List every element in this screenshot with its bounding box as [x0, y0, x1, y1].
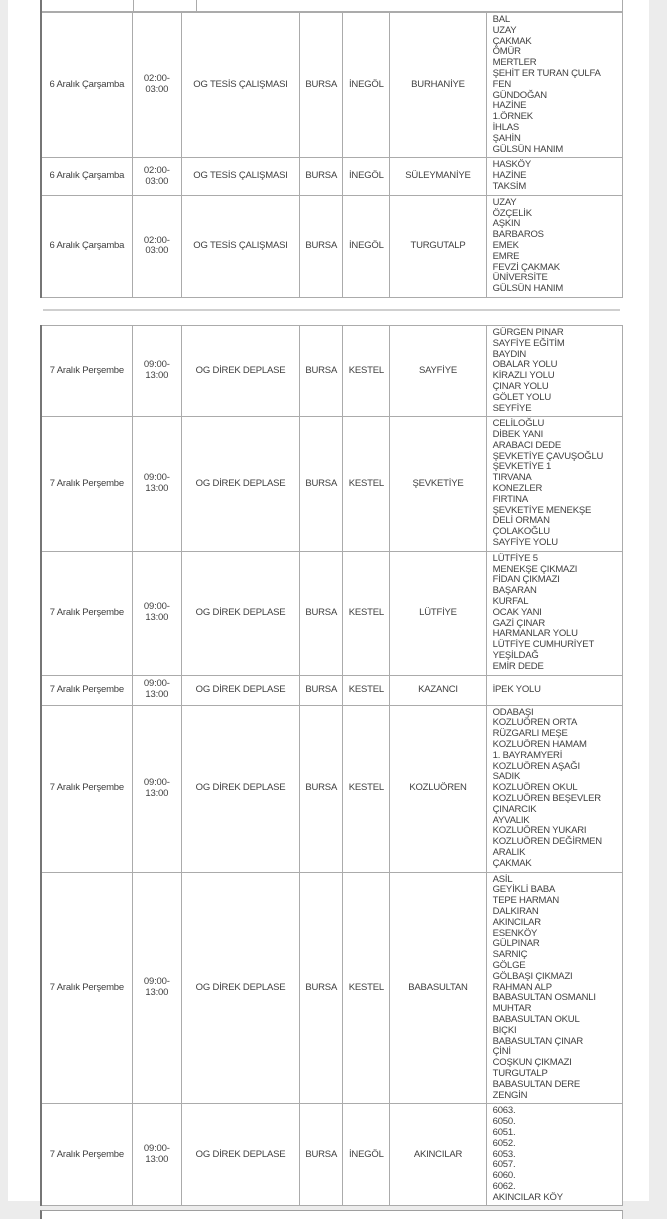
- cell-district: KESTEL: [343, 417, 390, 552]
- area-line: KİRAZLI YOLU: [492, 370, 555, 382]
- area-line: 6050.: [492, 1116, 516, 1128]
- cell-neighborhood: SÜLEYMANİYE: [390, 158, 486, 195]
- outage-row: [41, 13, 623, 158]
- area-line: AKINCILAR KÖY: [492, 1191, 563, 1203]
- area-line: CELİLOĞLU: [492, 418, 545, 430]
- cell-work: OG DİREK DEPLASE: [181, 675, 299, 705]
- area-line: DELİ ORMAN: [492, 515, 550, 527]
- area-line: ZENGİN: [492, 1089, 528, 1101]
- area-line: 6063.: [492, 1105, 516, 1117]
- area-line: ODABAŞI: [492, 706, 534, 718]
- area-line: BABASULTAN OSMANLI: [492, 992, 596, 1004]
- outage-row: [41, 325, 623, 416]
- area-line: 6057.: [492, 1159, 516, 1171]
- area-line: 1.ÖRNEK: [492, 111, 533, 123]
- area-line: 6053.: [492, 1148, 516, 1160]
- cell-province: BURSA: [300, 195, 343, 297]
- area-line: HAZİNE: [492, 170, 527, 182]
- cell-time: 02:00-03:00: [132, 195, 181, 297]
- cell-date: 7 Aralık Perşembe: [41, 705, 132, 872]
- cell-areas: [486, 158, 622, 195]
- area-line: ŞEVKETİYE 1: [492, 461, 552, 473]
- area-line: KURFAL: [492, 596, 529, 608]
- cell-areas: [486, 705, 622, 872]
- area-line: ESENKÖY: [492, 927, 538, 939]
- cell-neighborhood: TURGUTALP: [390, 195, 486, 297]
- area-line: FIRTINA: [492, 493, 528, 505]
- area-line: EMİR DEDE: [492, 660, 544, 672]
- area-line: BAŞARAN: [492, 585, 537, 597]
- cell-date: 7 Aralık Perşembe: [41, 417, 132, 552]
- cell-time: 09:00-13:00: [132, 551, 181, 675]
- cell-areas: [486, 325, 622, 416]
- area-line: KOZLUÖREN DEĞİRMEN: [492, 836, 602, 848]
- area-line: ÜNİVERSİTE: [492, 272, 548, 284]
- area-line: FEN: [492, 78, 512, 90]
- area-line: MENEKŞE ÇIKMAZI: [492, 563, 578, 575]
- cell-date: 7 Aralık Perşembe: [41, 872, 132, 1104]
- area-line: ŞEHİT ER TURAN ÇULFA: [492, 67, 601, 79]
- cell-neighborhood: KOZLUÖREN: [390, 705, 486, 872]
- cell-district: İNEGÖL: [343, 1104, 390, 1206]
- area-line: LÜTFİYE 5: [492, 552, 538, 564]
- area-line: GÜLSÜN HANIM: [492, 283, 564, 295]
- cell-district: KESTEL: [343, 675, 390, 705]
- area-line: ŞEVKETİYE MENEKŞE: [492, 504, 592, 516]
- area-line: SAYFİYE YOLU: [492, 537, 558, 549]
- outage-table-dec6: [40, 12, 623, 298]
- empty-cell: [41, 0, 133, 12]
- area-line: MERTLER: [492, 57, 537, 69]
- cell-date: 7 Aralık Perşembe: [41, 551, 132, 675]
- area-line: AYVALIK: [492, 814, 530, 826]
- area-line: TURGUTALP: [492, 1067, 548, 1079]
- outage-row: [41, 1104, 623, 1206]
- cell-work: OG DİREK DEPLASE: [181, 1104, 299, 1206]
- area-line: SARNIÇ: [492, 949, 528, 961]
- area-line: KONEZLER: [492, 483, 543, 495]
- area-line: GÖLBAŞI ÇIKMAZI: [492, 970, 573, 982]
- area-line: ASİL: [492, 873, 513, 885]
- area-line: BARBAROS: [492, 229, 544, 241]
- cell-areas: [486, 675, 622, 705]
- cell-province: BURSA: [300, 872, 343, 1104]
- cell-district: İNEGÖL: [343, 195, 390, 297]
- cell-time: 02:00-03:00: [132, 13, 181, 158]
- area-line: UZAY: [492, 24, 517, 36]
- area-line: ÇAKMAK: [492, 857, 532, 869]
- cell-neighborhood: LÜTFİYE: [390, 551, 486, 675]
- area-line: KOZLUÖREN BEŞEVLER: [492, 793, 601, 804]
- cell-time: 09:00-13:00: [132, 675, 181, 705]
- cell-date: 6 Aralık Çarşamba: [41, 195, 132, 297]
- cell-time: 02:00-03:00: [132, 158, 181, 195]
- next-table-fragment: [40, 1210, 623, 1219]
- area-line: KOZLUÖREN AŞAĞI: [492, 760, 580, 772]
- area-line: KOZLUÖREN OKUL: [492, 782, 578, 794]
- area-line: FİDAN ÇIKMAZI: [492, 574, 560, 586]
- area-line: GÖLGE: [492, 959, 526, 971]
- area-line: TIRVANA: [492, 472, 532, 484]
- area-line: ÇOLAKOĞLU: [492, 526, 550, 538]
- empty-cell: [133, 0, 196, 12]
- area-line: ÇİNİ: [492, 1046, 511, 1058]
- cell-neighborhood: KAZANCI: [390, 675, 486, 705]
- cell-date: 7 Aralık Perşembe: [41, 675, 132, 705]
- area-line: İPEK YOLU: [492, 683, 541, 695]
- area-line: EMRE: [492, 250, 520, 262]
- area-line: KOZLUÖREN HAMAM: [492, 739, 587, 751]
- area-line: GÜLPINAR: [492, 938, 540, 950]
- cell-province: BURSA: [300, 158, 343, 195]
- area-line: HAZİNE: [492, 100, 527, 112]
- outage-row: [41, 195, 623, 297]
- area-line: ŞAHİN: [492, 132, 521, 144]
- area-line: SADIK: [492, 771, 521, 783]
- cell-province: BURSA: [300, 1104, 343, 1206]
- cell-date: 6 Aralık Çarşamba: [41, 158, 132, 195]
- area-line: OCAK YANI: [492, 606, 542, 618]
- page: [8, 0, 649, 1201]
- cell-work: OG DİREK DEPLASE: [181, 417, 299, 552]
- empty-cell: [196, 0, 622, 12]
- area-line: RÜZGARLI MEŞE: [492, 728, 568, 740]
- area-line: TEPE HARMAN: [492, 895, 560, 907]
- area-line: 6051.: [492, 1126, 516, 1138]
- area-line: KOZLUÖREN ORTA: [492, 717, 578, 729]
- outage-row: [41, 872, 623, 1104]
- area-line: EMEK: [492, 239, 519, 251]
- area-line: GAZİ ÇINAR: [492, 617, 545, 629]
- area-line: BIÇKI: [492, 1024, 517, 1036]
- area-line: 6062.: [492, 1180, 516, 1192]
- area-line: BAL: [492, 14, 510, 25]
- area-line: HASKÖY: [492, 159, 532, 171]
- cell-areas: [486, 417, 622, 552]
- area-line: 6060.: [492, 1170, 516, 1182]
- area-line: UZAY: [492, 196, 517, 208]
- cell-province: BURSA: [300, 325, 343, 416]
- cell-district: İNEGÖL: [343, 158, 390, 195]
- cell-province: BURSA: [300, 417, 343, 552]
- area-line: KOZLUÖREN YUKARI: [492, 825, 587, 837]
- area-line: GÜRGEN PINAR: [492, 326, 564, 338]
- cell-work: OG DİREK DEPLASE: [181, 551, 299, 675]
- cell-neighborhood: BURHANİYE: [390, 13, 486, 158]
- area-line: LÜTFİYE CUMHURİYET: [492, 639, 595, 651]
- area-line: BABASULTAN OKUL: [492, 1013, 580, 1025]
- table-divider: [43, 309, 620, 311]
- area-line: GÜNDOĞAN: [492, 89, 547, 101]
- cell-time: 09:00-13:00: [132, 1104, 181, 1206]
- area-line: DİBEK YANI: [492, 429, 544, 441]
- cell-date: 7 Aralık Perşembe: [41, 325, 132, 416]
- outage-row: [41, 551, 623, 675]
- cell-neighborhood: ŞEVKETİYE: [390, 417, 486, 552]
- cell-work: OG DİREK DEPLASE: [181, 705, 299, 872]
- cell-work: OG DİREK DEPLASE: [181, 325, 299, 416]
- area-line: OBALAR YOLU: [492, 359, 558, 371]
- area-line: İHLAS: [492, 121, 520, 133]
- outage-row: [41, 417, 623, 552]
- cell-province: BURSA: [300, 675, 343, 705]
- area-line: BAYDIN: [492, 348, 527, 360]
- area-line: AKINCILAR: [492, 916, 541, 928]
- cell-neighborhood: BABASULTAN: [390, 872, 486, 1104]
- cell-province: BURSA: [300, 13, 343, 158]
- area-line: HARMANLAR YOLU: [492, 628, 578, 640]
- cell-neighborhood: AKINCILAR: [390, 1104, 486, 1206]
- cell-district: İNEGÖL: [343, 13, 390, 158]
- outage-row: [41, 675, 623, 705]
- cell-work: OG TESİS ÇALIŞMASI: [181, 195, 299, 297]
- area-line: SAYFİYE EĞİTİM: [492, 337, 565, 349]
- area-line: ÇAKMAK: [492, 35, 532, 47]
- area-line: MUHTAR: [492, 1003, 532, 1015]
- area-line: 1. BAYRAMYERİ: [492, 749, 563, 761]
- area-line: GÖLET YOLU: [492, 391, 551, 403]
- cell-time: 09:00-13:00: [132, 325, 181, 416]
- cell-district: KESTEL: [343, 551, 390, 675]
- cell-district: KESTEL: [343, 872, 390, 1104]
- cell-areas: [486, 1104, 622, 1206]
- cell-district: KESTEL: [343, 325, 390, 416]
- area-line: DALKIRAN: [492, 905, 539, 917]
- cell-time: 09:00-13:00: [132, 417, 181, 552]
- area-line: 6052.: [492, 1137, 516, 1149]
- cell-neighborhood: SAYFİYE: [390, 325, 486, 416]
- cell-time: 09:00-13:00: [132, 872, 181, 1104]
- area-line: BABASULTAN DERE: [492, 1078, 581, 1090]
- outage-table-dec7: [40, 325, 623, 1207]
- outage-row: [41, 158, 623, 195]
- outage-row: [41, 705, 623, 872]
- area-line: AŞKIN: [492, 218, 521, 230]
- area-line: FEVZİ ÇAKMAK: [492, 261, 560, 273]
- area-line: GÜLSÜN HANIM: [492, 143, 564, 155]
- area-line: ARABACI DEDE: [492, 439, 561, 451]
- cell-date: 6 Aralık Çarşamba: [41, 13, 132, 158]
- table-row: [41, 0, 623, 12]
- area-line: COŞKUN ÇIKMAZI: [492, 1057, 572, 1069]
- area-line: SEYFİYE: [492, 402, 532, 414]
- area-line: ŞEVKETİYE ÇAVUŞOĞLU: [492, 450, 604, 462]
- cell-work: OG TESİS ÇALIŞMASI: [181, 13, 299, 158]
- area-line: ÖMÜR: [492, 46, 521, 58]
- cell-date: 7 Aralık Perşembe: [41, 1104, 132, 1206]
- cell-areas: [486, 13, 622, 158]
- area-line: ARALIK: [492, 846, 526, 858]
- previous-table-fragment: [40, 0, 623, 12]
- cell-areas: [486, 195, 622, 297]
- cell-areas: [486, 872, 622, 1104]
- cell-work: OG TESİS ÇALIŞMASI: [181, 158, 299, 195]
- area-line: ÖZÇELİK: [492, 207, 532, 219]
- area-line: BABASULTAN ÇINAR: [492, 1035, 584, 1047]
- cell-district: KESTEL: [343, 705, 390, 872]
- cell-time: 09:00-13:00: [132, 705, 181, 872]
- area-line: RAHMAN ALP: [492, 981, 552, 993]
- cell-province: BURSA: [300, 705, 343, 872]
- area-line: YEŞİLDAĞ: [492, 650, 539, 662]
- cell-areas: [486, 551, 622, 675]
- area-line: TAKSİM: [492, 180, 527, 192]
- cell-province: BURSA: [300, 551, 343, 675]
- cell-work: OG DİREK DEPLASE: [181, 872, 299, 1104]
- area-line: ÇINAR YOLU: [492, 380, 549, 392]
- area-line: GEYİKLİ BABA: [492, 884, 556, 896]
- area-line: ÇINARCIK: [492, 803, 537, 815]
